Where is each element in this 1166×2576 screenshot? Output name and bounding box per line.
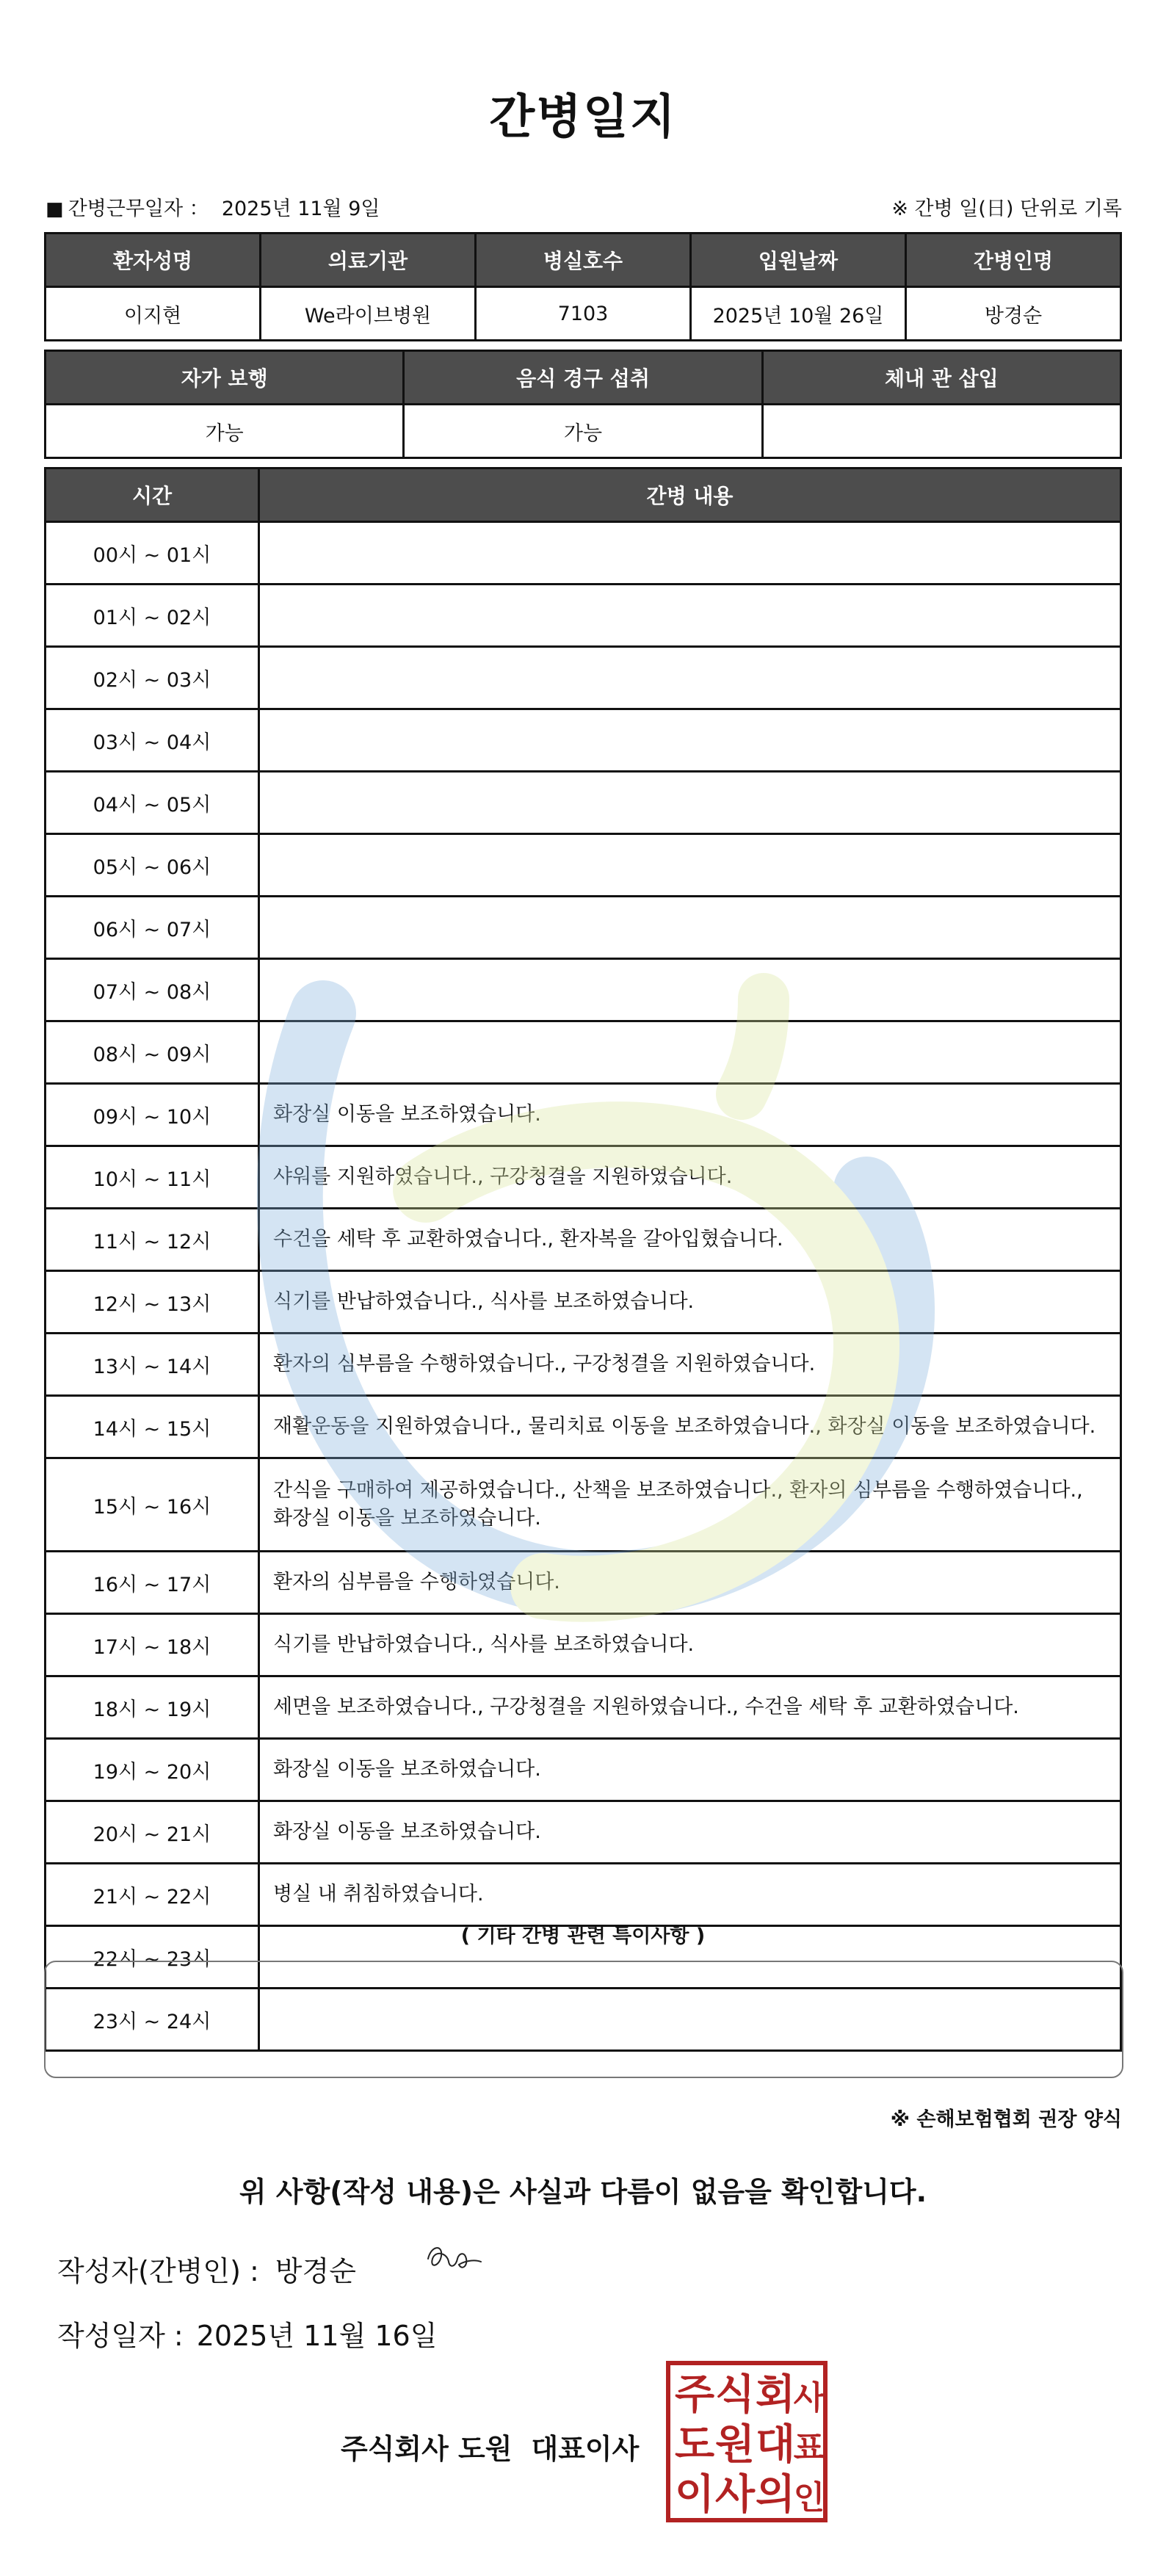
svg-text:도: 도 [674, 2421, 715, 2469]
time-cell: 18시 ~ 19시 [46, 1676, 259, 1739]
tube-insertion-value [762, 405, 1120, 458]
time-cell: 15시 ~ 16시 [46, 1458, 259, 1552]
company-name: 주식회사 도원 [341, 2433, 513, 2465]
hospital: We라이브병원 [261, 287, 476, 341]
content-cell [259, 1021, 1121, 1084]
content-cell: 수건을 세탁 후 교환하였습니다., 환자복을 갈아입혔습니다. [259, 1209, 1121, 1271]
table-row [46, 1021, 1121, 1084]
header-tube-insertion: 체내 관 삽입 [762, 351, 1120, 405]
time-cell: 19시 ~ 20시 [46, 1739, 259, 1801]
svg-text:인: 인 [793, 2479, 825, 2517]
svg-text:식: 식 [714, 2371, 756, 2419]
table-row [46, 959, 1121, 1021]
admission-date: 2025년 10월 26일 [691, 287, 906, 341]
content-cell: 간식을 구매하여 제공하였습니다., 산책을 보조하였습니다., 환자의 심부름을 수행하였습니다., 화장실 이동을 보조하였습니다. [259, 1458, 1121, 1552]
time-cell: 06시 ~ 07시 [46, 897, 259, 959]
table-row [46, 1396, 1121, 1458]
time-cell: 22시 ~ 23시 [46, 1926, 259, 1989]
time-cell: 23시 ~ 24시 [46, 1989, 259, 2051]
time-cell: 10시 ~ 11시 [46, 1146, 259, 1209]
content-cell [259, 709, 1121, 772]
table-row [46, 1552, 1121, 1614]
content-cell [259, 647, 1121, 709]
svg-text:사: 사 [793, 2379, 825, 2417]
time-cell: 01시 ~ 02시 [46, 585, 259, 647]
table-row [46, 1209, 1121, 1271]
table-row [46, 1334, 1121, 1396]
time-cell: 12시 ~ 13시 [46, 1271, 259, 1334]
company-line [341, 2426, 639, 2467]
content-cell: 화장실 이동을 보조하였습니다. [259, 1801, 1121, 1864]
table-row [46, 522, 1121, 585]
table-row [46, 1614, 1121, 1676]
time-cell: 07시 ~ 08시 [46, 959, 259, 1021]
patient-status-table [44, 350, 1122, 459]
svg-text:이: 이 [674, 2471, 715, 2519]
remarks-title: ( 기타 간병 관련 특이사항 ) [460, 1925, 706, 1947]
table-row [46, 897, 1121, 959]
recommended-form-note: ※ 손해보험협회 권장 양식 [890, 2108, 1122, 2131]
time-cell: 13시 ~ 14시 [46, 1334, 259, 1396]
confirmation-statement: 위 사항(작성 내용)은 사실과 다름이 없음을 확인합니다. [239, 2176, 927, 2208]
work-date-label: 간병근무일자 ： [68, 198, 209, 220]
table-row [46, 585, 1121, 647]
content-cell [259, 959, 1121, 1021]
time-cell: 09시 ~ 10시 [46, 1084, 259, 1146]
header-hospital: 의료기관 [261, 234, 476, 287]
time-cell: 04시 ~ 05시 [46, 772, 259, 834]
svg-text:원: 원 [714, 2421, 756, 2469]
content-cell: 재활운동을 지원하였습니다., 물리치료 이동을 보조하였습니다., 화장실 이동을 보조하였습니다. [259, 1396, 1121, 1458]
content-cell: 샤워를 지원하였습니다., 구강청결을 지원하였습니다. [259, 1146, 1121, 1209]
time-cell: 02시 ~ 03시 [46, 647, 259, 709]
table-row [46, 1864, 1121, 1926]
hourly-care-log-table [44, 467, 1122, 2052]
svg-text:주: 주 [674, 2371, 715, 2419]
table-row [46, 1676, 1121, 1739]
remarks-box [44, 1961, 1123, 2078]
svg-text:의: 의 [755, 2471, 796, 2519]
table-row [46, 834, 1121, 897]
svg-text:표: 표 [793, 2429, 825, 2467]
header-patient-name: 환자성명 [46, 234, 261, 287]
writer-label: 작성자(간병인) : [57, 2255, 259, 2287]
date-label: 작성일자 : [57, 2320, 184, 2352]
time-cell: 11시 ~ 12시 [46, 1209, 259, 1271]
header-oral-intake: 음식 경구 섭취 [404, 351, 762, 405]
time-cell: 21시 ~ 22시 [46, 1864, 259, 1926]
header-room-number: 병실호수 [476, 234, 691, 287]
date-line [57, 2313, 437, 2354]
content-cell [259, 834, 1121, 897]
table-row [46, 1739, 1121, 1801]
content-cell [259, 772, 1121, 834]
self-walking-value: 가능 [46, 405, 404, 458]
patient-info-table [44, 232, 1122, 341]
content-cell: 세면을 보조하였습니다., 구강청결을 지원하였습니다., 수건을 세탁 후 교환하였습니다. [259, 1676, 1121, 1739]
page-title: 간병일지 [489, 90, 677, 145]
caregiver-name: 방경순 [906, 287, 1121, 341]
handwritten-signature [422, 2237, 488, 2281]
company-position: 대표이사 [531, 2433, 640, 2465]
work-date-value: 2025년 11월 9일 [221, 198, 380, 220]
time-cell: 16시 ~ 17시 [46, 1552, 259, 1614]
header-caregiver-name: 간병인명 [906, 234, 1121, 287]
header-self-walking: 자가 보행 [46, 351, 404, 405]
content-cell [259, 585, 1121, 647]
time-cell: 05시 ~ 06시 [46, 834, 259, 897]
company-seal-stamp [665, 2360, 828, 2523]
content-cell [259, 522, 1121, 585]
time-cell: 14시 ~ 15시 [46, 1396, 259, 1458]
time-cell: 03시 ~ 04시 [46, 709, 259, 772]
table-row [46, 1271, 1121, 1334]
writer-name: 방경순 [275, 2255, 356, 2287]
content-cell: 환자의 심부름을 수행하였습니다. [259, 1552, 1121, 1614]
time-cell: 00시 ~ 01시 [46, 522, 259, 585]
header-care-content: 간병 내용 [259, 468, 1121, 522]
header-admission-date: 입원날짜 [691, 234, 906, 287]
table-row [46, 1146, 1121, 1209]
svg-text:사: 사 [714, 2471, 756, 2519]
time-cell: 08시 ~ 09시 [46, 1021, 259, 1084]
room-number: 7103 [476, 287, 691, 341]
square-bullet-icon: ■ [46, 198, 64, 220]
date-value: 2025년 11월 16일 [196, 2320, 438, 2352]
content-cell: 식기를 반납하였습니다., 식사를 보조하였습니다. [259, 1614, 1121, 1676]
work-date-line [46, 192, 380, 221]
content-cell: 환자의 심부름을 수행하였습니다., 구강청결을 지원하였습니다. [259, 1334, 1121, 1396]
oral-intake-value: 가능 [404, 405, 762, 458]
table-row [46, 647, 1121, 709]
table-row [46, 772, 1121, 834]
table-row [46, 1801, 1121, 1864]
header-time: 시간 [46, 468, 259, 522]
patient-name: 이지현 [46, 287, 261, 341]
record-unit-note: ※ 간병 일(日) 단위로 기록 [891, 198, 1122, 220]
svg-text:회: 회 [755, 2371, 796, 2419]
time-cell: 20시 ~ 21시 [46, 1801, 259, 1864]
content-cell: 화장실 이동을 보조하였습니다. [259, 1739, 1121, 1801]
content-cell [259, 897, 1121, 959]
content-cell: 화장실 이동을 보조하였습니다. [259, 1084, 1121, 1146]
time-cell: 17시 ~ 18시 [46, 1614, 259, 1676]
writer-line [57, 2248, 356, 2289]
table-row [46, 1084, 1121, 1146]
table-row [46, 1458, 1121, 1552]
content-cell: 식기를 반납하였습니다., 식사를 보조하였습니다. [259, 1271, 1121, 1334]
svg-text:대: 대 [755, 2421, 796, 2469]
content-cell: 병실 내 취침하였습니다. [259, 1864, 1121, 1926]
table-row [46, 709, 1121, 772]
